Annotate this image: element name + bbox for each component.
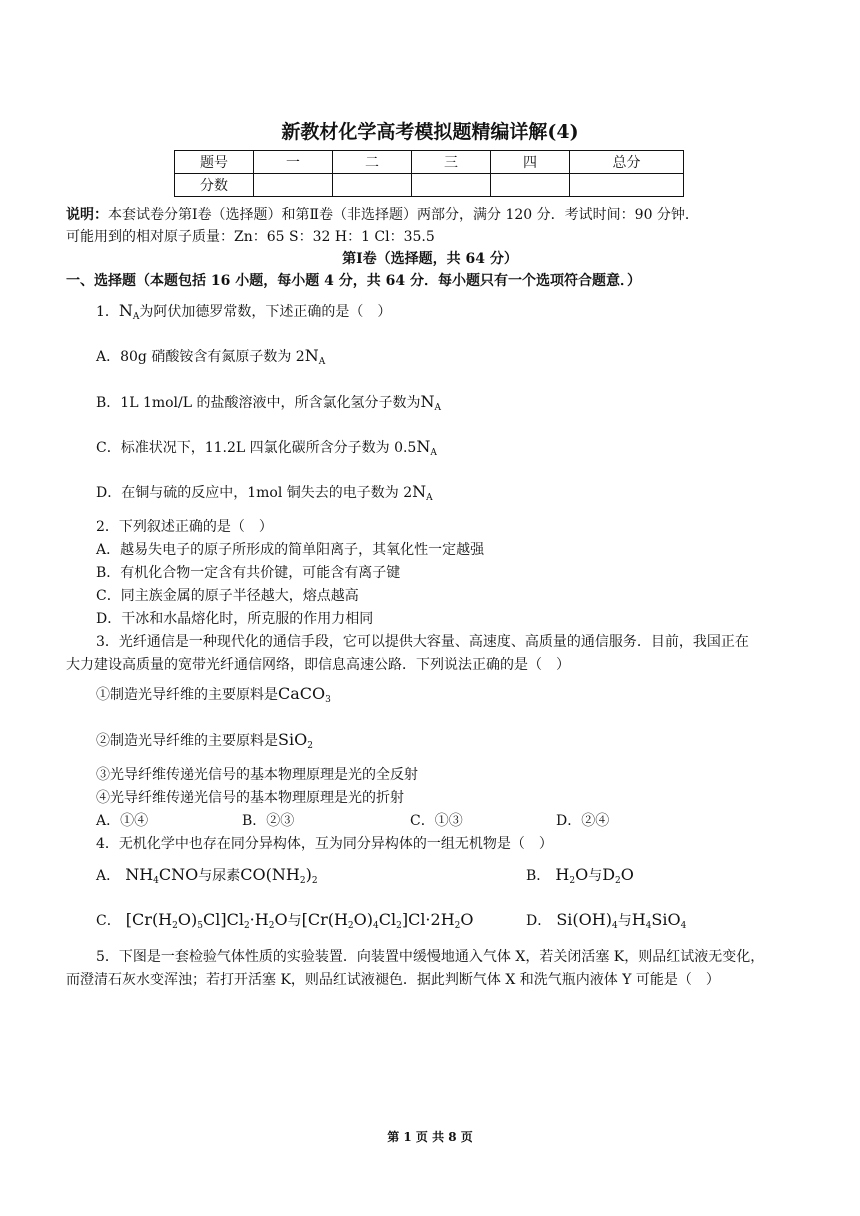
q3-option-b: B．②③: [242, 813, 295, 829]
formula: $[Cr(H_2O)_4Cl_2]Cl\cdot 2H_2O$: [301, 910, 474, 931]
page-title: 新教材化学高考模拟题精编详解(4): [281, 121, 579, 143]
q3-statement-4: ④光导纤维传递光信号的基本物理原理是光的折射: [96, 790, 404, 806]
instructions-label: 说明：: [66, 207, 108, 223]
q4-option-c: [96, 910, 474, 931]
instructions-line: [66, 204, 699, 224]
score-table: [174, 150, 684, 197]
formula: $H_2O$: [550, 865, 589, 886]
q2-option-c: C．同主族金属的原子半径越大，熔点越高: [96, 588, 359, 604]
q4-option-a: [96, 865, 318, 886]
q1-option-a: [96, 346, 325, 367]
q5-stem-line2: 而澄清石灰水变浑浊；若打开活塞 K，则品红试液褪色．据此判断气体 X 和洗气瓶内液体 Y 可能是（ ）: [66, 972, 720, 988]
q2-stem: 2．下列叙述正确的是（ ）: [96, 519, 273, 535]
score-table-header-row: [175, 151, 684, 174]
option-text: A．80g 硝酸铵含有氮原子数为 2: [96, 349, 305, 365]
score-header-cell: 一: [254, 151, 333, 174]
q2-option-a: A．越易失电子的原子所形成的简单阳离子，其氧化性一定越强: [96, 542, 485, 558]
formula-subscript: 2: [307, 741, 313, 751]
formula: SiO: [278, 730, 308, 749]
score-cell: [412, 174, 491, 197]
na-subscript: A: [430, 448, 437, 458]
q2-option-d: D．干冰和水晶熔化时，所克服的作用力相同: [96, 611, 374, 627]
formula: $Si(OH)_4$: [551, 910, 618, 931]
score-header-cell: 二: [333, 151, 412, 174]
option-text: B．1L 1mol/L 的盐酸溶液中，所含氯化氢分子数为: [96, 395, 421, 411]
q1-option-c: [96, 437, 437, 458]
score-cell: [333, 174, 412, 197]
score-header-cell: 四: [491, 151, 570, 174]
q3-statement-2: [96, 730, 313, 751]
q5-stem-line1: 5．下图是一套检验气体性质的实验装置．向装置中缓慢地通入气体 X，若关闭活塞 K，则品红试液无变化，: [96, 949, 765, 965]
q3-option-c: C．①③: [410, 813, 463, 829]
option-text: 与尿素: [198, 868, 241, 884]
q1-stem-text: 为阿伏加德罗常数，下述正确的是（ ）: [139, 304, 392, 320]
na-subscript: A: [132, 312, 140, 322]
formula: $H_4SiO_4$: [631, 910, 687, 931]
atomic-masses: 可能用到的相对原子质量：Zn：65 S：32 H：1 Cl：35.5: [66, 229, 435, 245]
option-text: C．标准状况下，11.2L 四氯化碳所含分子数为 0.5: [96, 440, 417, 456]
option-label: A．: [96, 868, 121, 884]
na-subscript: A: [434, 403, 441, 413]
q4-option-b: [526, 865, 634, 886]
q1-number: 1．: [96, 304, 119, 320]
na-subscript: A: [318, 357, 326, 367]
part1-title: 第Ⅰ卷（选择题，共 64 分）: [342, 251, 518, 267]
score-table-score-row: [175, 174, 684, 197]
option-text: 与: [617, 913, 632, 929]
q1-option-b: [96, 392, 441, 413]
formula: $D_2O$: [602, 865, 634, 886]
formula-subscript: 3: [325, 695, 331, 705]
na-symbol: N: [420, 392, 435, 411]
q1-option-d: [96, 482, 433, 503]
score-cell: [254, 174, 333, 197]
formula: $[Cr(H_2O)_5Cl]Cl_2\cdot H_2O$: [120, 910, 288, 931]
formula: $NH_4CNO$: [120, 865, 199, 886]
na-symbol: N: [304, 346, 319, 365]
option-label: C．: [96, 913, 121, 929]
q3-statement-3: ③光导纤维传递光信号的基本物理原理是光的全反射: [96, 767, 418, 783]
score-row-label: 分数: [175, 174, 254, 197]
na-symbol: N: [118, 301, 133, 320]
score-cell: [491, 174, 570, 197]
page-footer: 第 1 页 共 8 页: [387, 1130, 473, 1144]
score-header-cell: 总分: [570, 151, 684, 174]
score-cell: [570, 174, 684, 197]
score-header-cell: 题号: [175, 151, 254, 174]
na-subscript: A: [426, 493, 433, 503]
q4-stem: 4．无机化学中也存在同分异构体，互为同分异构体的一组无机物是（ ）: [96, 836, 553, 852]
q1-stem: [96, 301, 391, 322]
na-symbol: N: [416, 437, 431, 456]
q2-option-b: B．有机化合物一定含有共价键，可能含有离子键: [96, 565, 401, 581]
section1-title: 一、选择题（本题包括 16 小题，每小题 4 分，共 64 分．每小题只有一个选项符合题意．）: [66, 273, 641, 289]
instructions-text: 本套试卷分第Ⅰ卷（选择题）和第Ⅱ卷（非选择题）两部分，满分 120 分．考试时间：90 分钟．: [108, 207, 699, 223]
q4-option-d: [526, 910, 686, 931]
statement-text: ①制造光导纤维的主要原料是: [96, 687, 278, 703]
statement-text: ②制造光导纤维的主要原料是: [96, 733, 278, 749]
q3-stem-line2: 大力建设高质量的宽带光纤通信网络，即信息高速公路．下列说法正确的是（ ）: [66, 657, 570, 673]
option-text: 与: [588, 868, 603, 884]
formula: CaCO: [278, 684, 326, 703]
score-header-cell: 三: [412, 151, 491, 174]
na-symbol: N: [412, 482, 427, 501]
option-label: B．: [526, 868, 551, 884]
formula: $CO(NH_2)_2$: [240, 865, 318, 886]
option-label: D．: [526, 913, 552, 929]
q3-option-a: A．①④: [96, 813, 149, 829]
option-text: D．在铜与硫的反应中，1mol 铜失去的电子数为 2: [96, 485, 413, 501]
q3-option-d: D．②④: [556, 813, 610, 829]
option-text: 与: [287, 913, 302, 929]
q3-stem-line1: 3．光纤通信是一种现代化的通信手段，它可以提供大容量、高速度、高质量的通信服务．目前，我国正在: [96, 634, 749, 650]
q3-statement-1: [96, 684, 331, 705]
